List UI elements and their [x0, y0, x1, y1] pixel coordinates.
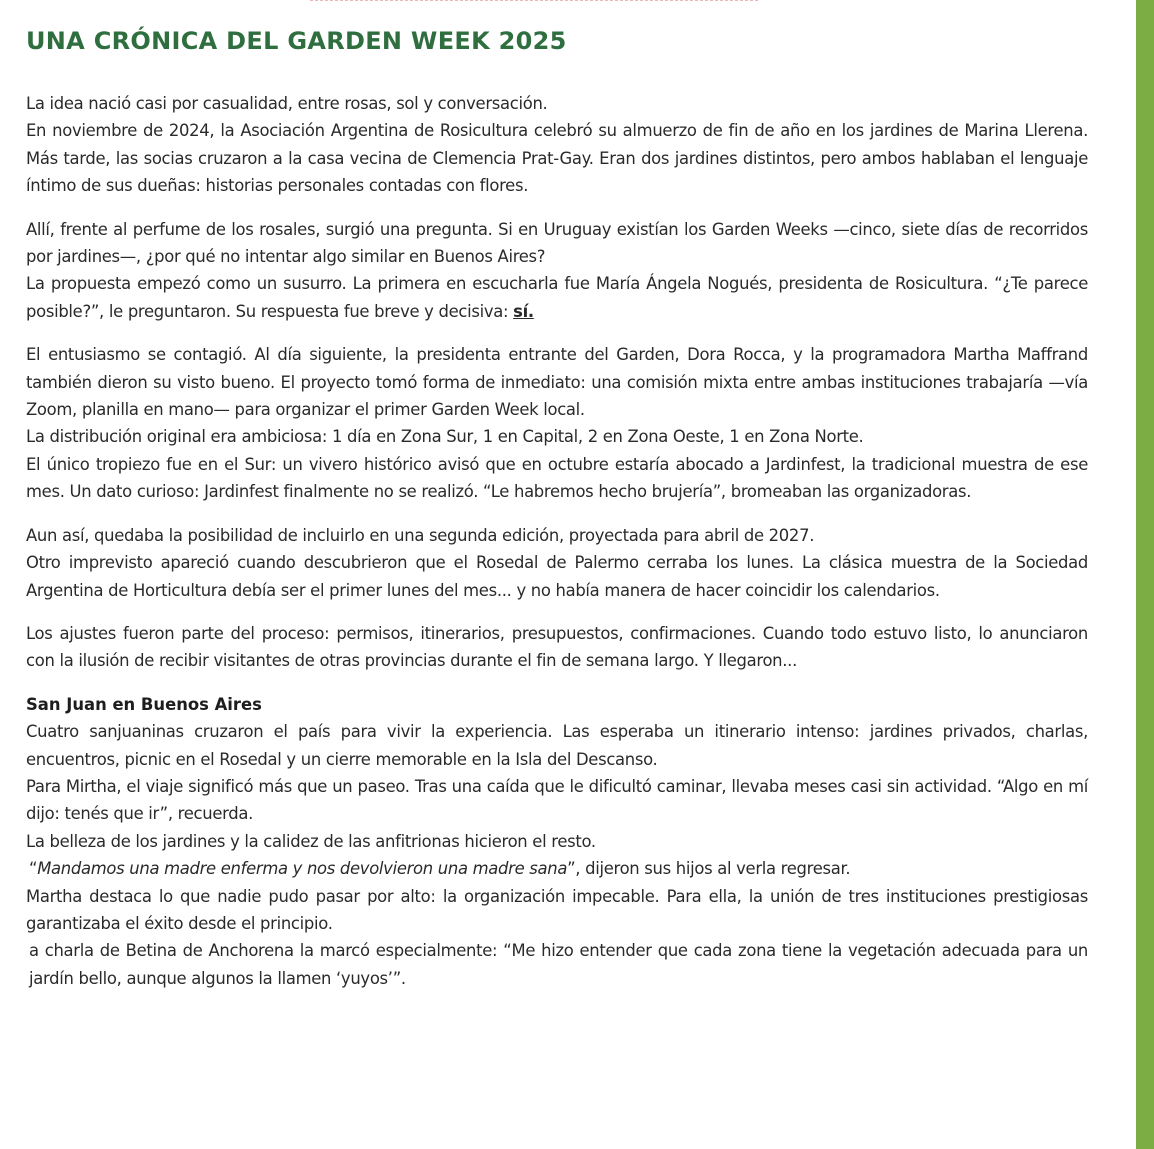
quote-close-text: ”, dijeron sus hijos al verla regresar. [567, 859, 851, 879]
paragraph: La idea nació casi por casualidad, entre rosas, sol y conversación. [26, 94, 548, 113]
paragraph: La belleza de los jardines y la calidez de las anfitrionas hicieron el resto. [26, 831, 596, 851]
paragraph: Cuatro sanjuaninas cruzaron el país para vivir la experiencia. Las esperaba un itinerario intenso: jardines privados, charlas, encuentros, picnic en el Rosedal y un cierre memorable en la Isla del Descanso. [26, 722, 1088, 769]
quote-paragraph [26, 855, 1088, 882]
paragraph: Martha destaca lo que nadie pudo pasar por alto: la organización impecable. Para ella, la unión de tres instituciones prestigiosas garantizaba el éxito desde el principio. [26, 886, 1088, 933]
paragraph: La distribución original era ambiciosa: 1 día en Zona Sur, 1 en Capital, 2 en Zona Oeste, 1 en Zona Norte. [26, 427, 864, 447]
paragraph: El entusiasmo se contagió. Al día siguiente, la presidenta entrante del Garden, Dora Rocca, y la programadora Martha Maffrand también dieron su visto bueno. El proyecto tomó forma de inmediato: una comisión mixta entre ambas instituciones trabajaría —vía Zoom, planilla en mano— para organizar el primer Garden Week local. [26, 345, 1088, 420]
paragraph: En noviembre de 2024, la Asociación Argentina de Rosicultura celebró su almuerzo de fin de año en los jardines de Marina Llerena. Más tarde, las socias cruzaron a la casa vecina de Clemencia Prat-Gay. Eran dos jardines distintos, pero ambos hablaban el lenguaje íntimo de sus dueñas: historias personales contadas con flores. [26, 121, 1088, 196]
paragraph: El único tropiezo fue en el Sur: un vivero histórico avisó que en octubre estaría abocado a Jardinfest, la tradicional muestra de ese mes. Un dato curioso: Jardinfest finalmente no se realizó. “Le habremos hecho brujería”, bromeaban las organizadoras. [26, 454, 1088, 502]
answer-word: sí. [513, 301, 534, 321]
section-san-juan [26, 691, 1088, 992]
subheading-san-juan: San Juan en Buenos Aires [26, 694, 262, 714]
quote-open: “ [29, 859, 38, 879]
section-adjustments [26, 620, 1088, 675]
paragraph: Allí, frente al perfume de los rosales, surgió una pregunta. Si en Uruguay existían los Garden Weeks —cinco, siete días de recorridos por jardines—, ¿por qué no intentar algo similar en Buenos Aires? [26, 219, 1088, 267]
section-question [26, 216, 1088, 326]
paragraph: Los ajustes fueron parte del proceso: permisos, itinerarios, presupuestos, confirmaciones. Cuando todo estuvo listo, lo anunciaron con la ilusión de recibir visitantes de otras provincias durante el fin de semana largo. Y llegaron... [26, 623, 1088, 671]
green-side-bar [1136, 0, 1154, 1149]
paragraph [26, 270, 1088, 325]
article-title: UNA CRÓNICA DEL GARDEN WEEK 2025 [26, 27, 567, 55]
article [26, 26, 1088, 1008]
paragraph: Para Mirtha, el viaje significó más que un paseo. Tras una caída que le dificultó caminar, llevaba meses casi sin actividad. “Algo en mí dijo: tenés que ir”, recuerda. [26, 776, 1088, 824]
paragraph-text: La propuesta empezó como un susurro. La primera en escucharla fue María Ángela Nogués, presidenta de Rosicultura. “¿Te parece posible?”, le preguntaron. Su respuesta fue breve y decisiva: [26, 274, 1088, 321]
section-setbacks [26, 522, 1088, 604]
section-enthusiasm [26, 341, 1088, 505]
quote-italic: Mandamos una madre enferma y nos devolvieron una madre sana [37, 859, 568, 879]
paragraph: Otro imprevisto apareció cuando descubrieron que el Rosedal de Palermo cerraba los lunes. La clásica muestra de la Sociedad Argentina de Horticultura debía ser el primer lunes del mes... y no había manera de hacer coincidir los calendarios. [26, 553, 1088, 600]
section-origin [26, 90, 1088, 200]
paragraph: a charla de Betina de Anchorena la marcó especialmente: “Me hizo entender que cada zona tiene la vegetación adecuada para un jardín bello, aunque algunos la llamen ‘yuyos’”. [29, 941, 1088, 988]
top-dashed-rule [310, 0, 758, 1]
paragraph: Aun así, quedaba la posibilidad de incluirlo en una segunda edición, proyectada para abril de 2027. [26, 525, 815, 545]
